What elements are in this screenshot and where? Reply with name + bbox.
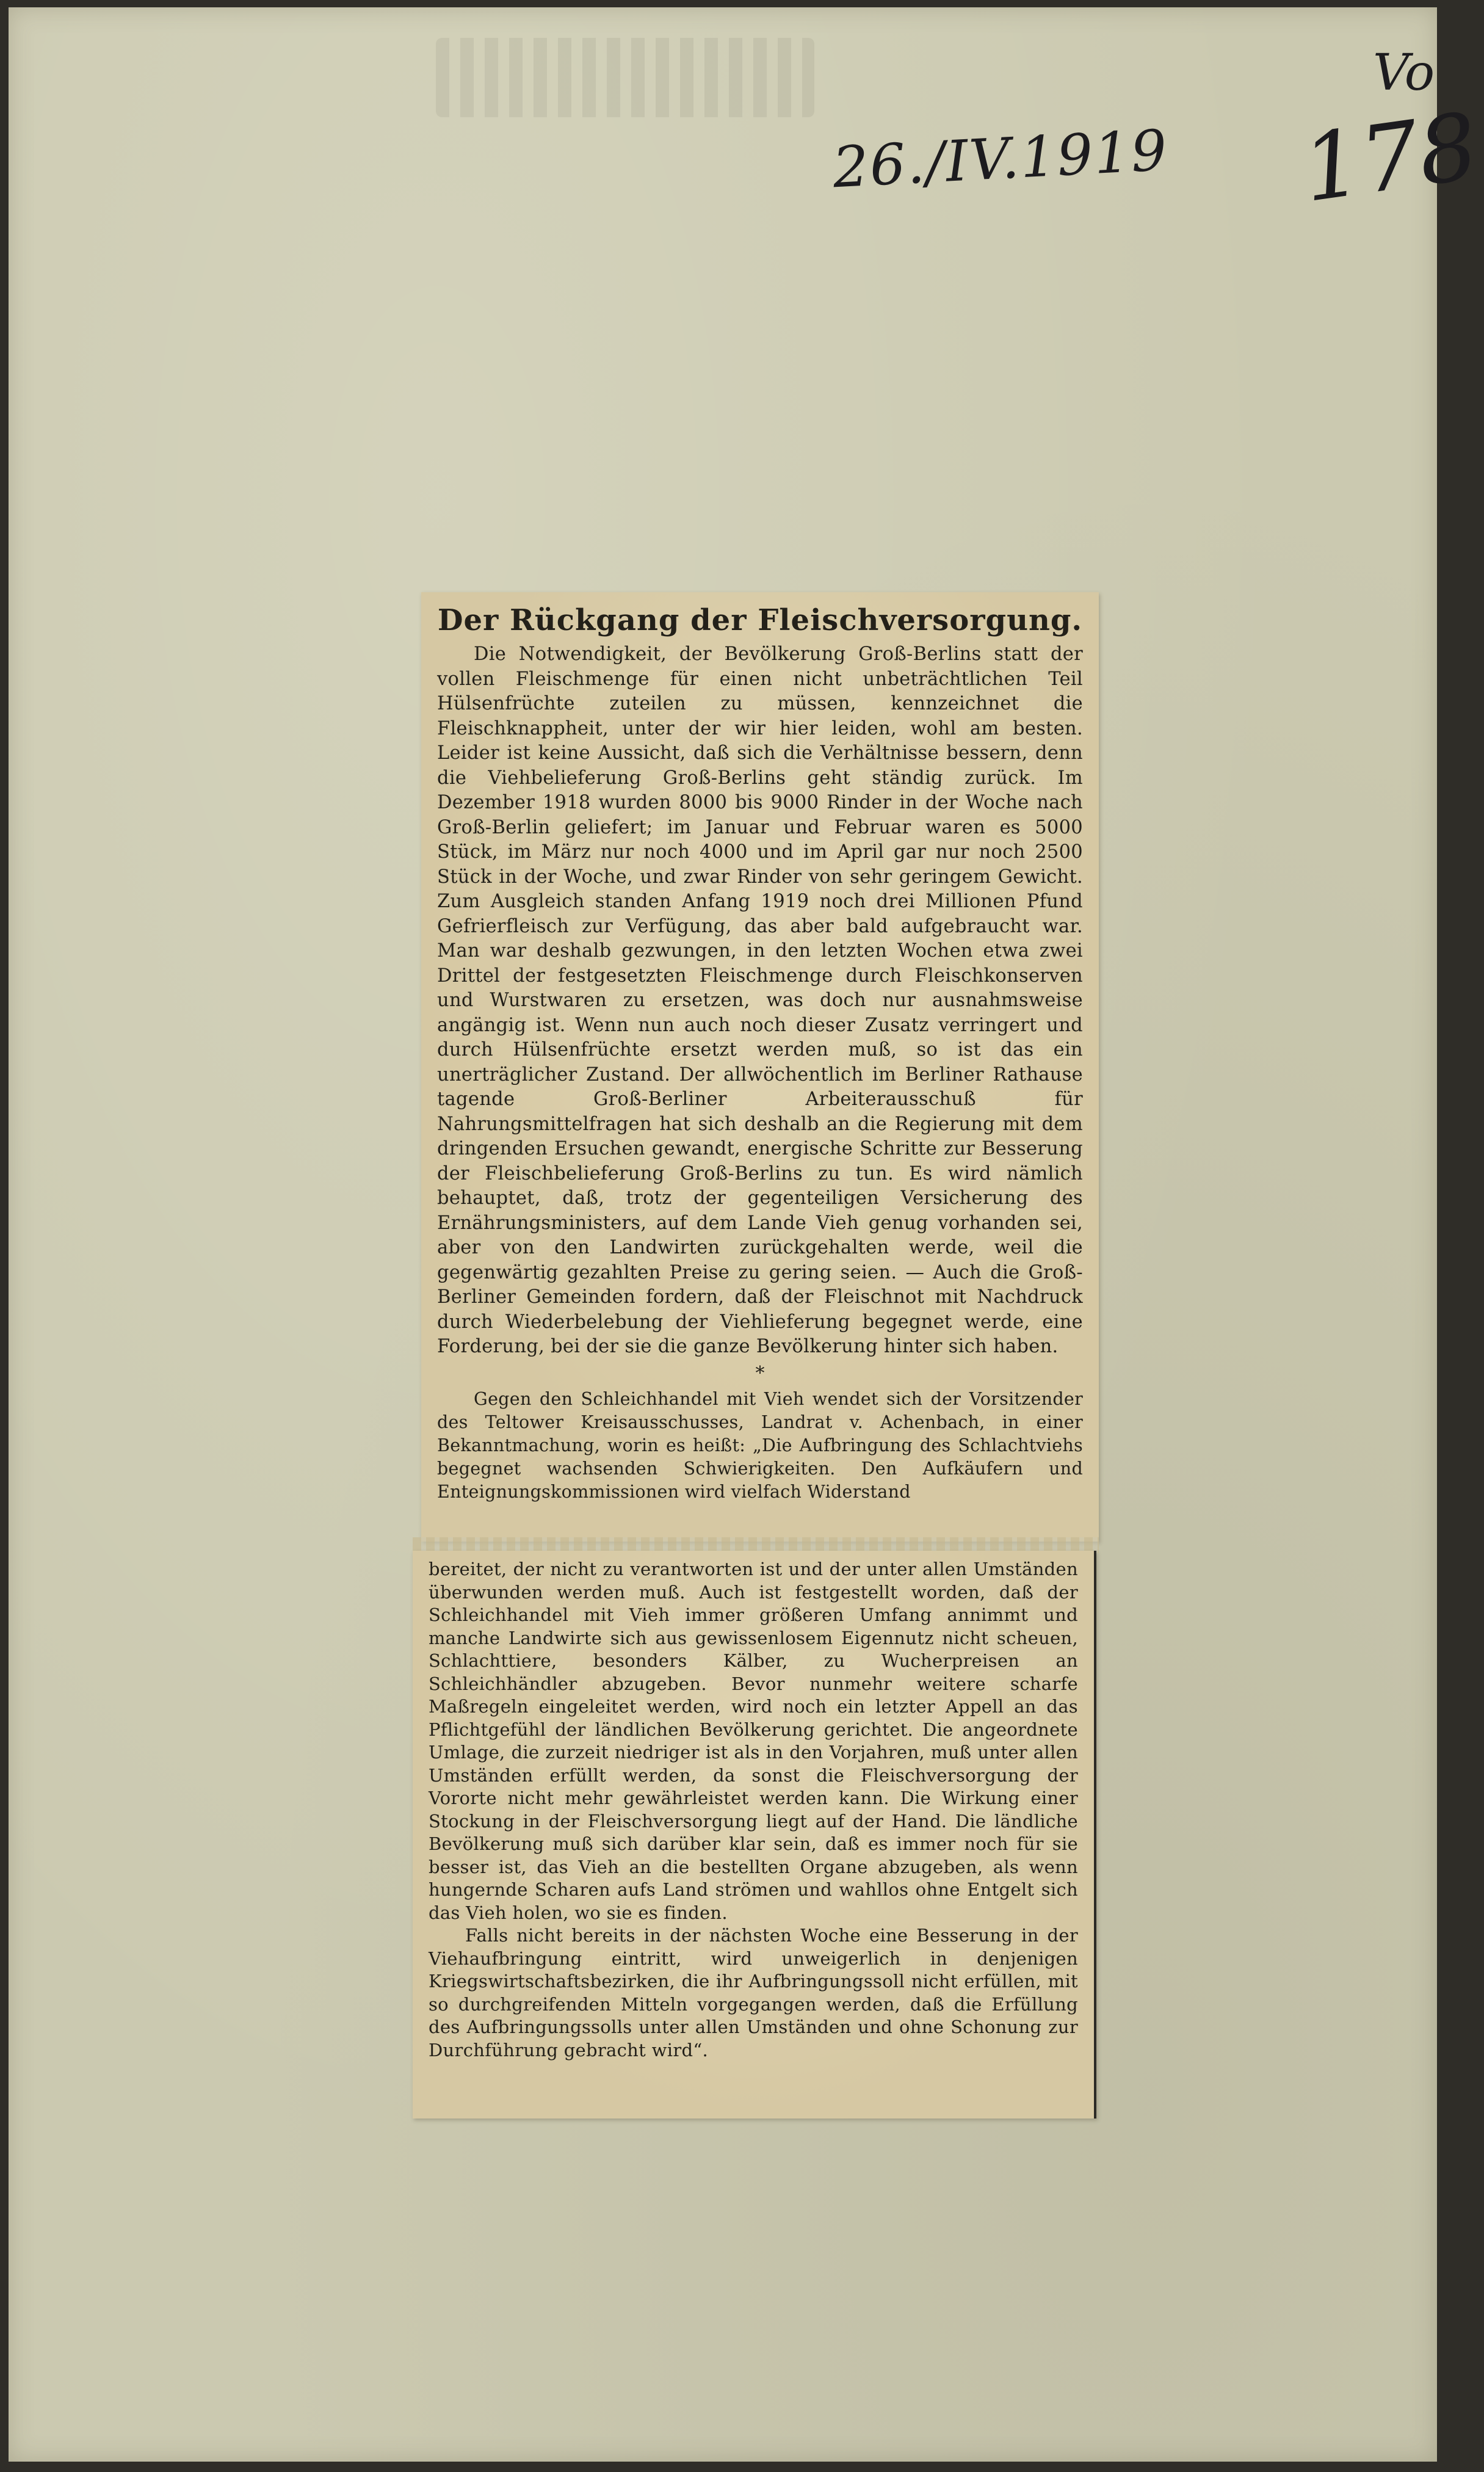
handwritten-folio-number: 178 xyxy=(1296,93,1484,223)
article-paragraph-3: bereitet, der nicht zu verantworten ist und der unter allen Umständen überwunden werden muß. Auch ist festgestellt worden, daß der Schleichhandel mit Vieh immer größeren Umfang annimmt und manche Landwirte sich aus gewissenlosem Eigennutz nicht scheuen, Schlachttiere, besonders Kälber, zu Wucherpreisen an Schleichhändler abzugeben. Bevor nunmehr weitere scharfe Maßregeln eingeleitet werden, wird noch ein letzter Appell an das Pflichtgefühl der ländlichen Bevölkerung gerichtet. Die angeordnete Umlage, die zurzeit niedriger ist als in den Vorjahren, muß unter allen Umständen erfüllt werden, da sonst die Fleischversorgung der Vororte nicht mehr gewährleistet werden kann. Die Wirkung einer Stockung in der Fleischversorgung liegt auf der Hand. Die ländliche Bevölkerung muß sich darüber klar sein, daß es immer noch für sie besser ist, das Vieh an die bestellten Organe abzugeben, als wenn hungernde Scharen aufs Land strömen und wahllos ohne Entgelt sich das Vieh holen, wo sie es finden. xyxy=(429,1559,1078,1923)
handwritten-date: 26./IV.1919 xyxy=(831,117,1170,201)
article-paragraph-2: Gegen den Schleichhandel mit Vieh wendet sich der Vorsitzender des Teltower Kreisausschusses, Landrat v. Achenbach, in einer Bekanntmachung, worin es heißt: „Die Aufbringung des Schlachtviehs begegnet wachsenden Schwierigkeiten. Den Aufkäufern und Enteignungskommissionen wird vielfach Widerstand xyxy=(437,1388,1083,1502)
newspaper-clipping-top xyxy=(421,592,1099,1542)
section-separator: * xyxy=(755,1362,765,1384)
handwritten-corner-mark: Vo xyxy=(1373,44,1435,102)
article-paragraph-4: Falls nicht bereits in der nächsten Woche eine Besserung in der Viehaufbringung eintritt, wird unweigerlich in denjenigen Kriegswirtschaftsbezirken, die ihr Aufbringungssoll nicht erfüllen, mit so durchgreifenden Mitteln vorgegangen werden, daß die Erfüllung des Aufbringungssolls unter allen Umständen und ohne Schonung zur Durchführung gebracht wird“. xyxy=(429,1925,1078,2061)
newspaper-clipping-bottom xyxy=(413,1551,1096,2119)
article-paragraph-1: Die Notwendigkeit, der Bevölkerung Groß-Berlins statt der vollen Fleischmenge für einen nicht unbeträchtlichen Teil Hülsenfrüchte zuteilen zu müssen, kennzeichnet die Fleischknappheit, unter der wir hier leiden, wohl am besten. Leider ist keine Aussicht, daß sich die Verhältnisse bessern, denn die Viehbelieferung Groß-Berlins geht ständig zurück. Im Dezember 1918 wurden 8000 bis 9000 Rinder in der Woche nach Groß-Berlin geliefert; im Januar und Februar waren es 5000 Stück, im März nur noch 4000 und im April gar nur noch 2500 Stück in der Woche, und zwar Rinder von sehr geringem Gewicht. Zum Ausgleich standen Anfang 1919 noch drei Millionen Pfund Gefrierfleisch zur Verfügung, das aber bald aufgebraucht war. Man war deshalb gezwungen, in den letzten Wochen etwa zwei Drittel der festgesetzten Fleischmenge durch Fleischkonserven und Wurstwaren zu ersetzen, was doch nur ausnahmsweise angängig ist. Wenn nun auch noch dieser Zusatz verringert und durch Hülsenfrüchte ersetzt werden muß, so ist das ein unerträglicher Zustand. Der allwöchentlich im Berliner Rathause tagende Groß-Berliner Arbeiterausschuß für Nahrungsmittelfragen hat sich deshalb an die Regierung mit dem dringenden Ersuchen gewandt, energische Schritte zur Besserung der Fleischbelieferung Groß-Berlins zu tun. Es wird nämlich behauptet, daß, trotz der gegenteiligen Versicherung des Ernährungsministers, auf dem Lande Vieh genug vorhanden sei, aber von den Landwirten zurückgehalten werde, weil die gegenwärtig gezahlten Preise zu gering seien. — Auch die Groß-Berliner Gemeinden fordern, daß der Fleischnot mit Nachdruck durch Wiederbelebung der Viehlieferung begegnet werde, eine Forderung, bei der sie die ganze Bevölkerung hinter sich haben. xyxy=(437,643,1083,1357)
faint-stamp-mark xyxy=(436,38,814,117)
article-headline: Der Rückgang der Fleischversorgung. xyxy=(437,603,1083,637)
